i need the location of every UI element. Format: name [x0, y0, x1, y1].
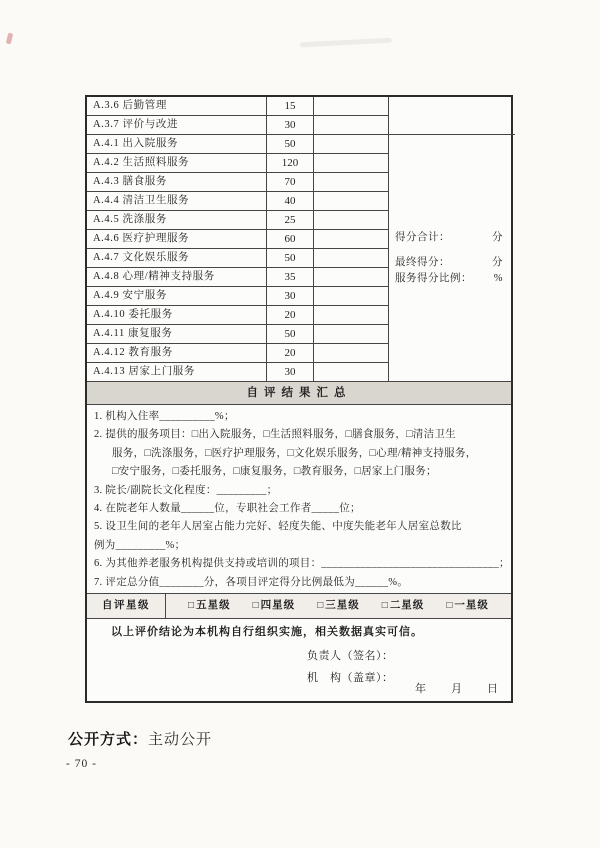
- checkbox-icon: □: [317, 600, 325, 611]
- checkbox-icon: □: [188, 600, 196, 611]
- score-rows: [87, 97, 388, 381]
- item-label: A.3.6 后勤管理: [93, 100, 167, 111]
- table-row: [87, 210, 388, 229]
- self-score-cell: [313, 154, 388, 172]
- star-option-five: [188, 594, 231, 618]
- item-label: A.4.3 膳食服务: [93, 176, 167, 187]
- star-rating-label: 自评星级: [102, 600, 150, 611]
- item-max-score: 30: [266, 287, 313, 305]
- self-score-cell: [313, 268, 388, 286]
- item-max-score: 30: [266, 363, 313, 381]
- item-max-score: 25: [266, 211, 313, 229]
- final-score-label: 最终得分：: [395, 256, 450, 268]
- table-row: [87, 305, 388, 324]
- scan-artifact-smudge: [300, 38, 392, 48]
- declaration-cell: [87, 618, 511, 701]
- signer-signature-label: 负责人（签名）：: [307, 650, 394, 662]
- self-score-cell: [313, 230, 388, 248]
- table-row: [87, 153, 388, 172]
- summary-line: 例为_________%；: [94, 539, 186, 551]
- item-label: A.4.8 心理/精神支持服务: [93, 271, 215, 282]
- self-score-cell: [313, 135, 388, 153]
- checkbox-icon: □: [252, 600, 260, 611]
- page-number: - 70 -: [66, 758, 97, 770]
- service-ratio-unit: %: [493, 272, 503, 284]
- star-option-three: [317, 594, 360, 618]
- scan-artifact-red-mark: [6, 33, 14, 45]
- item-max-score: 50: [266, 135, 313, 153]
- star-rating-options: [165, 594, 511, 618]
- table-row: [87, 362, 388, 381]
- publish-method-label: 公开方式：: [68, 732, 149, 748]
- summary-line: 2. 提供的服务项目：□出入院服务，□生活照料服务，□膳食服务，□清洁卫生: [94, 429, 456, 441]
- item-label: A.4.2 生活照料服务: [93, 157, 190, 168]
- total-score-label: 得分合计：: [395, 231, 450, 243]
- item-max-score: 35: [266, 268, 313, 286]
- score-table-section: [87, 97, 511, 381]
- score-summary: [389, 135, 515, 381]
- self-score-cell: [313, 325, 388, 343]
- summary-line: 3. 院长/副院长文化程度：_________；: [94, 484, 278, 496]
- star-option-label: 二星级: [389, 600, 425, 611]
- self-score-cell: [313, 97, 388, 115]
- item-label: A.4.4 清洁卫生服务: [93, 195, 190, 206]
- table-row: [87, 172, 388, 191]
- date-line: 年 月 日: [415, 683, 499, 695]
- summary-line: 7. 评定总分值________分，各项目评定得分比例最低为______%。: [94, 576, 409, 588]
- declaration-statement: 以上评价结论为本机构自行组织实施，相关数据真实可信。: [111, 626, 423, 638]
- summary-line: 服务，□洗涤服务，□医疗护理服务，□文化娱乐服务，□心理/精神支持服务，: [112, 447, 477, 459]
- self-score-cell: [313, 363, 388, 381]
- table-row: [87, 229, 388, 248]
- star-option-label: 四星级: [260, 600, 296, 611]
- item-label: A.4.9 安宁服务: [93, 290, 167, 301]
- table-row: [87, 286, 388, 305]
- self-score-cell: [313, 344, 388, 362]
- score-summary-column: [388, 97, 515, 381]
- item-label: A.4.12 教育服务: [93, 347, 173, 358]
- item-max-score: 40: [266, 192, 313, 210]
- table-row: [87, 248, 388, 267]
- item-label: A.4.10 委托服务: [93, 309, 173, 320]
- item-max-score: 50: [266, 325, 313, 343]
- table-row: [87, 115, 388, 134]
- final-score-unit: 分: [492, 256, 503, 268]
- table-row: [87, 134, 388, 153]
- star-rating-row: [87, 593, 511, 618]
- summary-line: 1. 机构入住率__________%；: [94, 411, 235, 422]
- item-max-score: 20: [266, 344, 313, 362]
- star-option-four: [253, 594, 296, 618]
- item-label: A.4.5 洗涤服务: [93, 214, 167, 225]
- summary-line: 5. 设卫生间的老年人居室占能力完好、轻度失能、中度失能老年人居室总数比: [94, 521, 462, 533]
- summary-section-title: 自评结果汇总: [87, 381, 511, 404]
- service-ratio-line: [395, 271, 503, 287]
- publish-method-value: 主动公开: [148, 732, 213, 748]
- star-option-label: 五星级: [196, 600, 231, 611]
- self-score-cell: [313, 211, 388, 229]
- total-score-unit: 分: [492, 231, 503, 243]
- item-label: A.4.1 出入院服务: [93, 138, 179, 149]
- self-score-cell: [313, 116, 388, 134]
- empty-continuation-cell: [389, 97, 515, 135]
- item-max-score: 30: [266, 116, 313, 134]
- table-row: [87, 324, 388, 343]
- final-score-line: [395, 255, 503, 271]
- summary-section-body: [87, 404, 511, 593]
- item-max-score: 15: [266, 97, 313, 115]
- item-max-score: 20: [266, 306, 313, 324]
- self-score-cell: [313, 192, 388, 210]
- star-option-label: 一星级: [454, 600, 489, 611]
- checkbox-icon: □: [381, 600, 389, 611]
- item-label: A.3.7 评价与改进: [93, 119, 179, 130]
- item-max-score: 50: [266, 249, 313, 267]
- star-option-label: 三星级: [325, 600, 360, 611]
- org-seal-label: 机 构（盖章）：: [307, 672, 394, 684]
- self-score-cell: [313, 306, 388, 324]
- self-score-cell: [313, 173, 388, 191]
- table-row: [87, 191, 388, 210]
- item-max-score: 70: [266, 173, 313, 191]
- checkbox-icon: □: [446, 600, 454, 611]
- item-max-score: 60: [266, 230, 313, 248]
- service-ratio-label: 服务得分比例：: [395, 272, 472, 284]
- item-label: A.4.7 文化娱乐服务: [93, 252, 190, 263]
- table-row: [87, 343, 388, 362]
- table-row: [87, 267, 388, 286]
- self-score-cell: [313, 287, 388, 305]
- publish-method: [68, 728, 212, 749]
- item-label: A.4.6 医疗护理服务: [93, 233, 190, 244]
- summary-line: 6. 为其他养老服务机构提供支持或培训的项目：________________________________；: [94, 558, 510, 570]
- item-label: A.4.13 居家上门服务: [93, 366, 196, 377]
- star-option-one: [446, 594, 489, 618]
- total-score-line: [395, 230, 503, 246]
- self-evaluation-form-table: [85, 95, 513, 703]
- self-score-cell: [313, 249, 388, 267]
- item-label: A.4.11 康复服务: [93, 328, 173, 339]
- star-option-two: [382, 594, 425, 618]
- table-row: [87, 97, 388, 115]
- summary-line: 4. 在院老年人数量______位，专职社会工作者_____位；: [94, 503, 361, 515]
- summary-line: □安宁服务，□委托服务，□康复服务，□教育服务，□居家上门服务；: [112, 466, 437, 478]
- item-max-score: 120: [266, 154, 313, 172]
